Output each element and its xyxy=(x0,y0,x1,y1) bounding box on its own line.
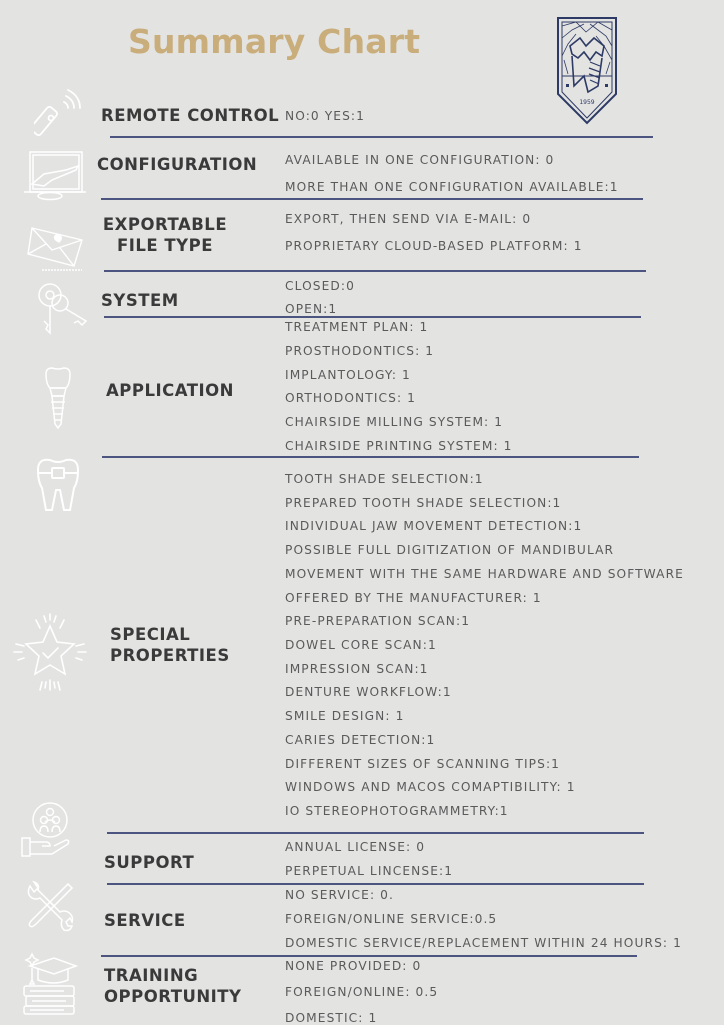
list-item: FOREIGN/ONLINE SERVICE:0.5 xyxy=(285,912,498,926)
list-item: DOMESTIC SERVICE/REPLACEMENT WITHIN 24 HOURS: 1 xyxy=(285,936,682,950)
tooth-braces-icon xyxy=(30,456,86,514)
section-divider xyxy=(110,136,653,138)
category-line: OPPORTUNITY xyxy=(104,987,242,1006)
list-item: DIFFERENT SIZES OF SCANNING TIPS:1 xyxy=(285,757,561,771)
list-item: PROSTHODONTICS: 1 xyxy=(285,344,435,358)
list-item: OFFERED BY THE MANUFACTURER: 1 xyxy=(285,591,542,605)
section-divider xyxy=(107,883,644,885)
wrench-screwdriver-icon xyxy=(24,880,76,932)
intraoral-scanner-laptop-icon xyxy=(22,150,88,202)
list-item: NO SERVICE: 0. xyxy=(285,888,394,902)
category-service: SERVICE xyxy=(104,911,186,930)
category-system: SYSTEM xyxy=(101,291,179,310)
list-item: OPEN:1 xyxy=(285,302,338,316)
category-line: SPECIAL xyxy=(110,625,191,644)
category-exportable-file-type xyxy=(100,214,230,256)
category-training-opportunity xyxy=(104,965,242,1007)
category-remote-control: REMOTE CONTROL xyxy=(101,106,280,125)
category-line: PROPERTIES xyxy=(110,646,230,665)
shield-logo-icon xyxy=(556,16,618,126)
remote-control-icon xyxy=(34,88,86,140)
section-divider xyxy=(104,270,646,272)
list-item: MORE THAN ONE CONFIGURATION AVAILABLE:1 xyxy=(285,180,619,194)
list-item: MOVEMENT WITH THE SAME HARDWARE AND SOFTWARE xyxy=(285,567,684,581)
list-item: AVAILABLE IN ONE CONFIGURATION: 0 xyxy=(285,153,555,167)
category-line: TRAINING xyxy=(104,966,199,985)
list-item: DENTURE WORKFLOW:1 xyxy=(285,685,452,699)
list-item: FOREIGN/ONLINE: 0.5 xyxy=(285,985,439,999)
list-item: TREATMENT PLAN: 1 xyxy=(285,320,429,334)
list-item: DOMESTIC: 1 xyxy=(285,1011,378,1025)
section-divider xyxy=(107,832,644,834)
list-item: NONE PROVIDED: 0 xyxy=(285,959,422,973)
svg-text:1959: 1959 xyxy=(579,99,595,106)
keys-icon xyxy=(34,281,90,337)
section-divider xyxy=(101,198,643,200)
list-item: WINDOWS AND MACOS COMAPTIBILITY: 1 xyxy=(285,780,576,794)
category-line: EXPORTABLE xyxy=(102,215,228,234)
section-divider xyxy=(101,955,637,957)
graduation-cap-books-icon xyxy=(20,952,78,1016)
list-item: POSSIBLE FULL DIGITIZATION OF MANDIBULAR xyxy=(285,543,615,557)
category-configuration: CONFIGURATION xyxy=(97,155,258,174)
category-application: APPLICATION xyxy=(106,381,234,400)
list-item: IMPRESSION SCAN:1 xyxy=(285,662,429,676)
hand-support-people-icon xyxy=(20,800,76,860)
section-divider xyxy=(104,316,641,318)
category-special-properties xyxy=(110,624,230,666)
university-logo xyxy=(556,16,618,126)
page-title: Summary Chart xyxy=(128,22,421,61)
list-item: IO STEREOPHOTOGRAMMETRY:1 xyxy=(285,804,509,818)
envelope-heart-icon xyxy=(26,222,86,274)
list-item: PROPRIETARY CLOUD-BASED PLATFORM: 1 xyxy=(285,239,583,253)
list-item: CLOSED:0 xyxy=(285,279,355,293)
list-item: EXPORT, THEN SEND VIA E-MAIL: 0 xyxy=(285,212,532,226)
list-item: TOOTH SHADE SELECTION:1 xyxy=(285,472,484,486)
list-item: ANNUAL LICENSE: 0 xyxy=(285,840,426,854)
category-support: SUPPORT xyxy=(104,853,195,872)
list-item: PERPETUAL LINCENSE:1 xyxy=(285,864,454,878)
list-item: SMILE DESIGN: 1 xyxy=(285,709,405,723)
section-divider xyxy=(102,456,639,458)
list-item: CHAIRSIDE MILLING SYSTEM: 1 xyxy=(285,415,504,429)
star-check-icon xyxy=(10,612,90,692)
list-item: ORTHODONTICS: 1 xyxy=(285,391,416,405)
list-item: CHAIRSIDE PRINTING SYSTEM: 1 xyxy=(285,439,513,453)
list-item: PREPARED TOOTH SHADE SELECTION:1 xyxy=(285,496,562,510)
list-item: DOWEL CORE SCAN:1 xyxy=(285,638,437,652)
category-line: FILE TYPE xyxy=(116,236,213,255)
list-item: PRE-PREPARATION SCAN:1 xyxy=(285,614,471,628)
list-item: INDIVIDUAL JAW MOVEMENT DETECTION:1 xyxy=(285,519,583,533)
remote-control-value: NO:0 YES:1 xyxy=(285,109,365,123)
list-item: IMPLANTOLOGY: 1 xyxy=(285,368,411,382)
list-item: CARIES DETECTION:1 xyxy=(285,733,436,747)
dental-implant-icon xyxy=(40,366,76,432)
